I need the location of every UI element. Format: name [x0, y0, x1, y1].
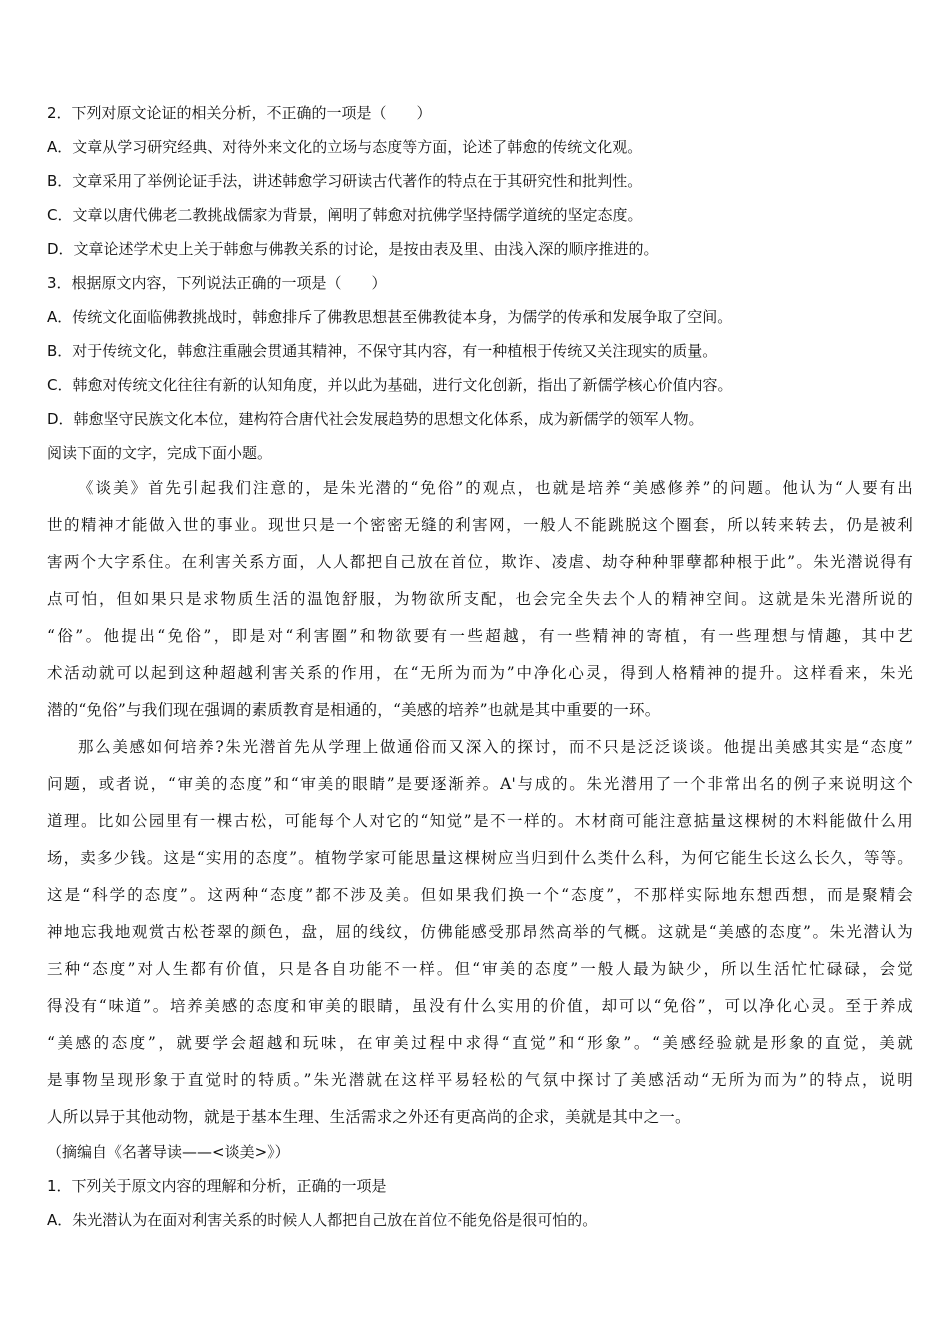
passage-p2-line: 那么美感如何培养?朱光潜首先从学理上做通俗而又深入的探讨，而不只是泛泛谈谈。他提出美感其实是“态度”: [78, 738, 913, 756]
passage-p2-line: 场，卖多少钱。这是“实用的态度”。植物学家可能思量这棵树应当归到什么类什么科，为何它能生长这么长久，等等。: [47, 849, 913, 867]
question-2-stem: 2．下列对原文论证的相关分析，不正确的一项是（ ）: [47, 104, 432, 122]
question-3-option-a: A．传统文化面临佛教挑战时，韩愈排斥了佛教思想甚至佛教徒本身，为儒学的传承和发展争取了空间。: [47, 308, 733, 326]
question-2-option-d: D．文章论述学术史上关于韩愈与佛教关系的讨论，是按由表及里、由浅入深的顺序推进的。: [47, 240, 659, 258]
question-2-option-b: B．文章采用了举例论证手法，讲述韩愈学习研读古代著作的特点在于其研究性和批判性。: [47, 172, 643, 190]
source-note: （摘编自《名著导读——<谈美>》）: [47, 1143, 290, 1161]
passage-p2-line: 得没有“味道”。培养美感的态度和审美的眼睛，虽没有什么实用的价值，却可以“免俗”，可以净化心灵。至于养成: [47, 997, 913, 1015]
passage-p1-line: 潜的“免俗”与我们现在强调的素质教育是相通的，“美感的培养”也就是其中重要的一环。: [47, 701, 661, 719]
passage-p1-line: 点可怕，但如果只是求物质生活的温饱舒服，为物欲所支配，也会完全失去个人的精神空间。这就是朱光潜所说的: [47, 590, 913, 608]
question-3-option-d: D．韩愈坚守民族文化本位，建构符合唐代社会发展趋势的思想文化体系，成为新儒学的领军人物。: [47, 410, 704, 428]
passage-p2-line: 三种“态度”对人生都有价值，只是各自功能不一样。但“审美的态度”一般人最为缺少，所以生活忙忙碌碌，会觉: [47, 960, 913, 978]
question-1-option-a: A．朱光潜认为在面对利害关系的时候人人都把自己放在首位不能免俗是很可怕的。: [47, 1211, 598, 1229]
passage-p2-line: “美感的态度”，就要学会超越和玩味，在审美过程中求得“直觉”和“形象”。“美感经验就是形象的直觉，美就: [47, 1034, 913, 1052]
passage-p2-line: 人所以异于其他动物，就是于基本生理、生活需求之外还有更高尚的企求，美就是其中之一。: [47, 1108, 691, 1126]
passage-p1-line: 术活动就可以起到这种超越利害关系的作用，在“无所为而为”中净化心灵，得到人格精神的提升。这样看来，朱光: [47, 664, 913, 682]
passage-p2-line: 是事物呈现形象于直觉时的特质。”朱光潜就在这样平易轻松的气氛中探讨了美感活动“无所为而为”的特点，说明: [47, 1071, 913, 1089]
question-1-stem: 1．下列关于原文内容的理解和分析，正确的一项是: [47, 1177, 387, 1195]
passage-p1-line: 害两个大字系住。在利害关系方面，人人都把自己放在首位，欺诈、凌虐、劫夺种种罪孽都种根于此”。朱光潜说得有: [47, 553, 913, 571]
passage-p2-line: 道理。比如公园里有一棵古松，可能每个人对它的“知觉”是不一样的。木材商可能注意掂量这棵树的木料能做什么用: [47, 812, 913, 830]
passage-p2-line: 这是“科学的态度”。这两种“态度”都不涉及美。但如果我们换一个“态度”，不那样实际地东想西想，而是聚精会: [47, 886, 913, 904]
passage-p1-line: “俗”。他提出“免俗”，即是对“利害圈”和物欲要有一些超越，有一些精神的寄植，有一些理想与情趣，其中艺: [47, 627, 913, 645]
question-3-stem: 3．根据原文内容，下列说法正确的一项是（ ）: [47, 274, 387, 292]
passage-p1-line: 《谈美》首先引起我们注意的，是朱光潜的“免俗”的观点，也就是培养“美感修养”的问题。他认为“人要有出: [78, 479, 913, 497]
passage-p1-line: 世的精神才能做入世的事业。现世只是一个密密无缝的利害网，一般人不能跳脱这个圈套，所以转来转去，仍是被利: [47, 516, 913, 534]
question-3-option-c: C．韩愈对传统文化往往有新的认知角度，并以此为基础，进行文化创新，指出了新儒学核心价值内容。: [47, 376, 733, 394]
passage-p2-line: 神地忘我地观赏古松苍翠的颜色，盘，屈的线纹，仿佛能感受那昂然高举的气概。这就是“美感的态度”。朱光潜认为: [47, 923, 913, 941]
passage-p2-line: 问题，或者说，“审美的态度”和“审美的眼睛”是要逐渐养。A'与成的。朱光潜用了一个非常出名的例子来说明这个: [47, 775, 913, 793]
question-3-option-b: B．对于传统文化，韩愈注重融会贯通其精神，不保守其内容，有一种植根于传统又关注现实的质量。: [47, 342, 718, 360]
reading-instruction: 阅读下面的文字，完成下面小题。: [47, 444, 273, 462]
question-2-option-a: A．文章从学习研究经典、对待外来文化的立场与态度等方面，论述了韩愈的传统文化观。: [47, 138, 643, 156]
question-2-option-c: C．文章以唐代佛老二教挑战儒家为背景，阐明了韩愈对抗佛学坚持儒学道统的坚定态度。: [47, 206, 643, 224]
